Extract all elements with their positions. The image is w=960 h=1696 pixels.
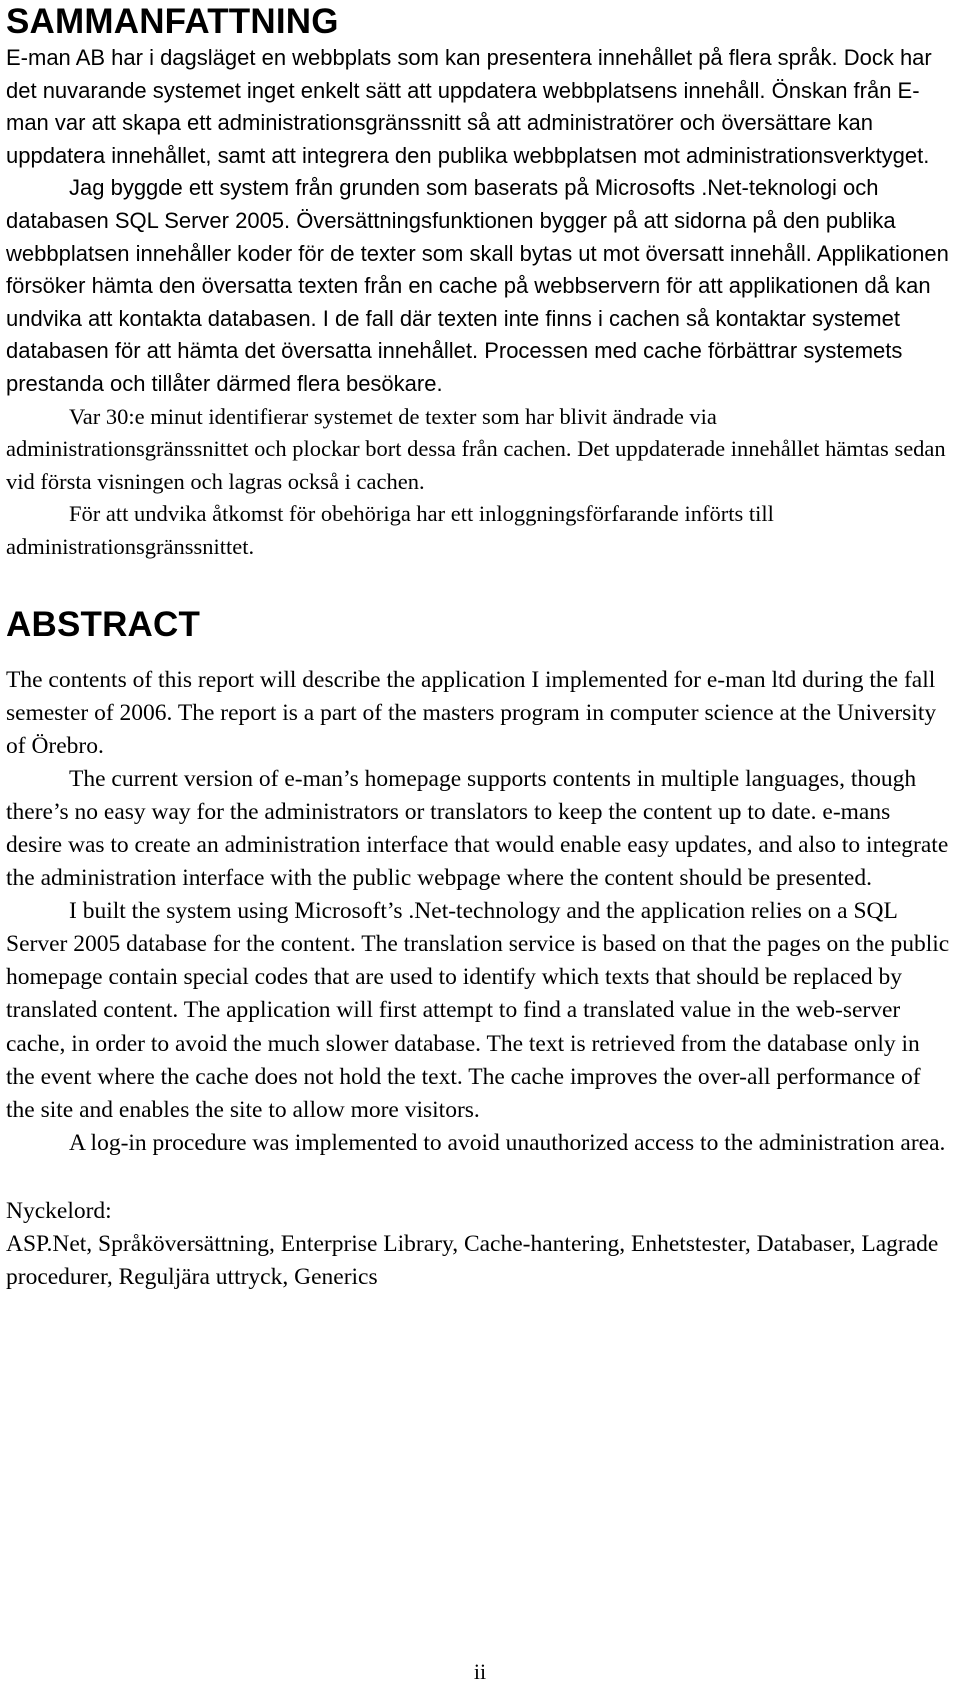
abstract-heading: ABSTRACT — [6, 604, 201, 644]
summary-section — [6, 42, 950, 564]
keywords-label: Nyckelord: — [6, 1197, 112, 1224]
abstract-section — [6, 664, 950, 1160]
abstract-paragraph-3: I built the system using Microsoft’s .Net-technology and the application relies on a SQL Server 2005 database for the content. The translation service is based on that the pages on the public homepage contain special codes that are used to identify which texts that should be replaced by translated content. The application will first attempt to find a translated value in the web-server cache, in order to avoid the much slower database. The text is retrieved from the database only in the event where the cache does not hold the text. The cache improves the over-all performance of the site and enables the site to allow more visitors. — [6, 898, 950, 1123]
summary-paragraph-2: Jag byggde ett system från grunden som baserats på Microsofts .Net-teknologi och databasen SQL Server 2005. Översättningsfunktionen bygger på att sidorna på den publika webbplatsen innehåller koder för de texter som skall bytas ut mot översatt innehåll. Applikationen försöker hämta den översatta texten från en cache på webbservern för att applikationen då kan undvika att kontakta databasen. I de fall där texten inte finns i cachen så kontaktar systemet databasen för att hämta det översatta innehållet. Processen med cache förbättrar systemets prestanda och tillåter därmed flera besökare. — [6, 175, 949, 396]
page-number: ii — [473, 1659, 487, 1684]
summary-heading: SAMMANFATTNING — [6, 2, 339, 41]
document-page — [6, 0, 950, 1294]
abstract-paragraph-4: A log-in procedure was implemented to avoid unauthorized access to the administration area. — [69, 1129, 946, 1156]
summary-paragraph-3: Var 30:e minut identifierar systemet de texter som har blivit ändrade via administrationsgränssnittet och plockar bort dessa från cachen. Det uppdaterade innehållet hämtas sedan vid första visningen och lagras också i cachen. — [6, 403, 946, 494]
abstract-paragraph-1: The contents of this report will describe the application I implemented for e-man ltd during the fall semester of 2006. The report is a part of the masters program in computer science at the University of Örebro. — [6, 666, 937, 759]
keywords-text: ASP.Net, Språköversättning, Enterprise Library, Cache-hantering, Enhetstester, Databaser, Lagrade procedurer, Reguljära uttryck, Generics — [6, 1231, 939, 1291]
summary-paragraph-1: E-man AB har i dagsläget en webbplats som kan presentera innehållet på flera språk. Dock har det nuvarande systemet inget enkelt sätt att uppdatera webbplatsens innehåll. Önskan från E-man var att skapa ett administrationsgränssnitt så att administratörer och översättare kan uppdatera innehållet, samt att integrera den publika webbplatsen mot administrationsverktyget. — [6, 45, 932, 168]
keywords-section — [6, 1195, 950, 1294]
summary-paragraph-4: För att undvika åtkomst för obehöriga har ett inloggningsförfarande införts till administrationsgränssnittet. — [6, 501, 774, 559]
abstract-paragraph-2: The current version of e-man’s homepage supports contents in multiple languages, though there’s no easy way for the administrators or translators to keep the content up to date. e-mans desire was to create an administration interface that would enable easy updates, and also to integrate the administration interface with the public webpage where the content should be presented. — [6, 765, 949, 892]
